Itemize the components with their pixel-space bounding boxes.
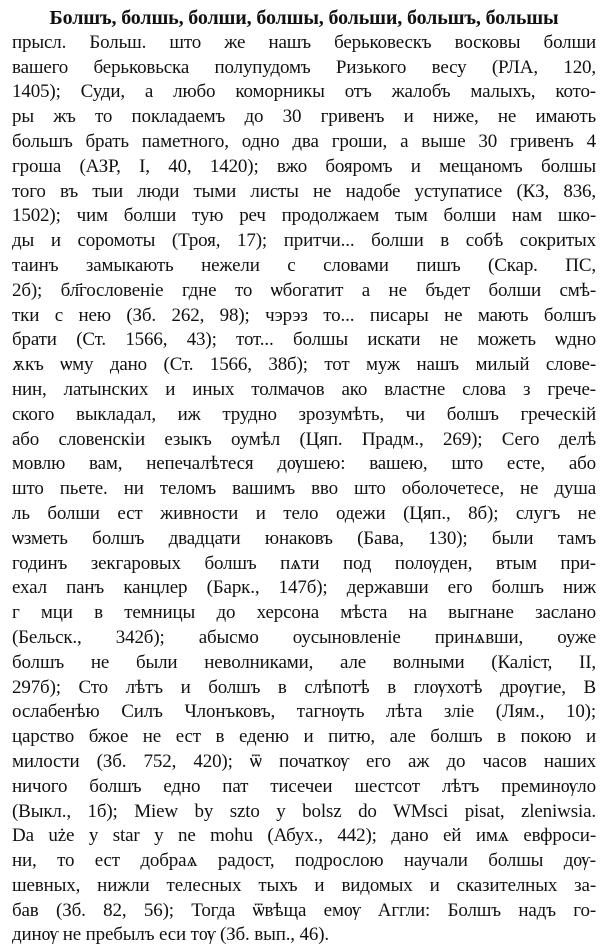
entry-text-line: брати (Ст. 1566, 43); тот... болшы искати не можеть ѡдно <box>12 329 596 351</box>
entry-text-line: ского выкладал, иж трудно зрозумѣть, чи болшъ греческій <box>12 403 596 425</box>
entry-text-line: тки с нею (Зб. 262, 98); чэрэз то... писары не мають болшъ <box>12 304 596 326</box>
entry-text-line: большъ брать паметного, одно два гроши, а выше 30 гривенъ 4 <box>12 130 596 152</box>
entry-text-line: ничого болшъ едно пат тисечеи шестсот лѣтъ преминѹло <box>12 775 596 797</box>
entry-text-line: 1405); Суди, а любо коморникы отъ жалобъ малыхъ, кото- <box>12 81 596 103</box>
entry-text-line: г мци в темницы до херсона мѣста на выгнане заслано <box>12 602 596 624</box>
entry-text-line: ни, то ест добраѧ радост, подрослою научали болшы дѹ- <box>12 850 596 872</box>
entry-text-line: ехал панъ канцлер (Барк., 147б); державши его болшъ ниж <box>12 577 596 599</box>
entry-text-line: нин, латынских и иных толмачов ако властне слова з грече- <box>12 378 596 400</box>
entry-text-line: гроша (АЗР, I, 40, 1420); вжо бояромъ и мещаномъ болшы <box>12 155 596 177</box>
entry-text-line: прысл. Больш. што же нашъ берьковескъ восковы болши <box>12 31 596 53</box>
entry-text-line: ослабенѣю Силъ Члонъковъ, тагнѹть лѣта зліе (Лям., 10); <box>12 701 596 723</box>
entry-text-line: мовлю вам, непечалѣтеся дѹшею: вашею, што есте, або <box>12 453 596 475</box>
entry-text-line: або словенскіи езыкъ оумѣл (Цяп. Прадм., 269); Сего делѣ <box>12 428 596 450</box>
entry-text-line: (Бельск., 342б); абысмо оусыновленіе принѧвши, оуже <box>12 626 596 648</box>
entry-text-line: ды и соромоты (Троя, 17); притчи... болши в собѣ сокритых <box>12 230 596 252</box>
entry-text-line: бав (Зб. 82, 56); Тогда ѿвѣща емѹ Аггли: Болшъ надъ го- <box>12 899 596 921</box>
entry-text-line: Da uże y star y ne mohu (Абух., 442); дано ей имѧ евфроси- <box>12 825 596 847</box>
entry-text-line: того въ тыи люди тыми листы не надобе уступатисе (КЗ, 836, <box>12 180 596 202</box>
entry-text-line: што пьете. ни теломъ вашимъ вво што оболочетесе, не душа <box>12 478 596 500</box>
entry-text-line: ль болши ест живности и тело одежи (Цяп., 8б); слугъ не <box>12 502 596 524</box>
entry-text-line: 297б); Сто лѣтъ и болшъ в слѣпотѣ в глѹхотѣ дрѹгие, В <box>12 676 596 698</box>
entry-text-line: годинъ зекгаровых болшъ пѧти под полѹден, втым при- <box>12 552 596 574</box>
entry-headword: Болшъ, болшь, болши, болшы, больши, большъ, большы <box>49 7 559 29</box>
entry-text-line: динѹ не пребылъ еси тѹ (Зб. вып., 46). <box>12 924 329 946</box>
entry-text-line: милости (Зб. 752, 420); ѿ початкѹ его аж до часов наших <box>12 750 596 772</box>
entry-text-line: царство бжое не ест в еденю и питю, але болшъ в покою и <box>12 726 596 748</box>
entry-text-line: таинъ замыкають нежели с словами пишъ (Скар. ПС, <box>12 254 596 276</box>
entry-text-line: ѡзметь болшъ двадцати юнаковъ (Бава, 130); были тамъ <box>12 527 596 549</box>
entry-text-line: вашего берьковьска полупудомъ Ризького весу (РЛА, 120, <box>12 56 596 78</box>
entry-text-line: ры жъ то покладаемъ до 30 гривенъ и ниже, не имають <box>12 106 596 128</box>
entry-text-line: шевных, нижли телесных тыхъ и видомых и сказителных за- <box>12 874 596 896</box>
entry-text-line: 2б); бл҃гословеніе гдне то ѡбогатит а не бъдет болши смѣ- <box>12 279 596 301</box>
entry-text-line: 1502); чим болши тую реч продолжаем тым болши нам шко- <box>12 205 596 227</box>
entry-text-line: (Выкл., 1б); Miew by szto y bolsz do WMsci pisat, zleniwsia. <box>12 800 596 822</box>
entry-text-line: ѫкъ ѡму дано (Ст. 1566, 38б); тот муж нашъ милый слове- <box>12 354 596 376</box>
entry-text-line: болшъ не были неволниками, але волными (Каліст, II, <box>12 651 596 673</box>
